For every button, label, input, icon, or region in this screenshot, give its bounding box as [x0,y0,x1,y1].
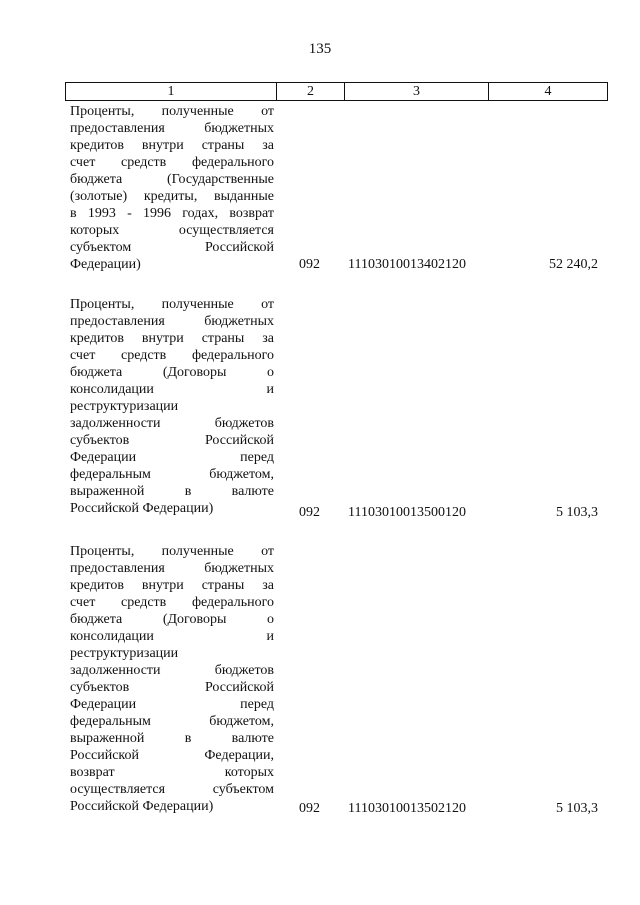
header-col-3: 3 [345,83,489,100]
amount: 5 103,3 [556,801,598,816]
admin-code: 092 [299,801,320,816]
description-line: субъектов Российской [70,680,274,695]
table-row [65,543,608,823]
description-line: консолидации и [70,382,274,397]
row-description [70,296,274,517]
description-line: бюджета (Договоры о [70,612,274,627]
description-line: которых осуществляется [70,223,274,238]
description-line: бюджета (Государственные [70,172,274,187]
description-line: счет средств федерального [70,155,274,170]
row-description [70,543,274,815]
header-col-1: 1 [66,83,277,100]
description-line: счет средств федерального [70,595,274,610]
description-line: реструктуризации [70,646,179,661]
page-number: 135 [308,41,332,57]
description-line: Российской Федерации) [70,501,214,516]
admin-code: 092 [299,257,320,272]
description-line: бюджета (Договоры о [70,365,274,380]
description-line: в 1993 - 1996 годах, возврат [70,206,274,221]
description-line: (золотые) кредиты, выданные [70,189,274,204]
table-row [65,103,608,283]
kbk-code: 11103010013502120 [348,801,466,816]
description-line: кредитов внутри страны за [70,331,274,346]
description-line: Федерации) [70,257,141,272]
header-col-4: 4 [544,84,552,99]
description-line: предоставления бюджетных [70,121,274,136]
table-row [65,296,608,526]
description-line: предоставления бюджетных [70,314,274,329]
description-line: кредитов внутри страны за [70,138,274,153]
description-line: возврат которых [70,765,274,780]
table-header [65,82,608,101]
description-line: выраженной в валюте [70,731,274,746]
description-line: Проценты, полученные от [70,544,274,559]
description-line: Проценты, полученные от [70,297,274,312]
description-line: Федерации перед [70,697,274,712]
description-line: федеральным бюджетом, [70,714,274,729]
description-line: Федерации перед [70,450,274,465]
header-col-2: 2 [277,83,345,100]
description-line: субъектом Российской [70,240,274,255]
description-line: Проценты, полученные от [70,104,274,119]
description-line: федеральным бюджетом, [70,467,274,482]
kbk-code: 11103010013402120 [348,257,466,272]
description-line: реструктуризации [70,399,179,414]
amount: 52 240,2 [549,257,598,272]
amount: 5 103,3 [556,505,598,520]
admin-code: 092 [299,505,320,520]
description-line: задолженности бюджетов [70,416,274,431]
description-line: предоставления бюджетных [70,561,274,576]
description-line: Российской Федерации, [70,748,274,763]
description-line: кредитов внутри страны за [70,578,274,593]
description-line: выраженной в валюте [70,484,274,499]
description-line: осуществляется субъектом [70,782,274,797]
description-line: субъектов Российской [70,433,274,448]
description-line: задолженности бюджетов [70,663,274,678]
description-line: счет средств федерального [70,348,274,363]
kbk-code: 11103010013500120 [348,505,466,520]
row-description [70,103,274,273]
description-line: консолидации и [70,629,274,644]
description-line: Российской Федерации) [70,799,214,814]
